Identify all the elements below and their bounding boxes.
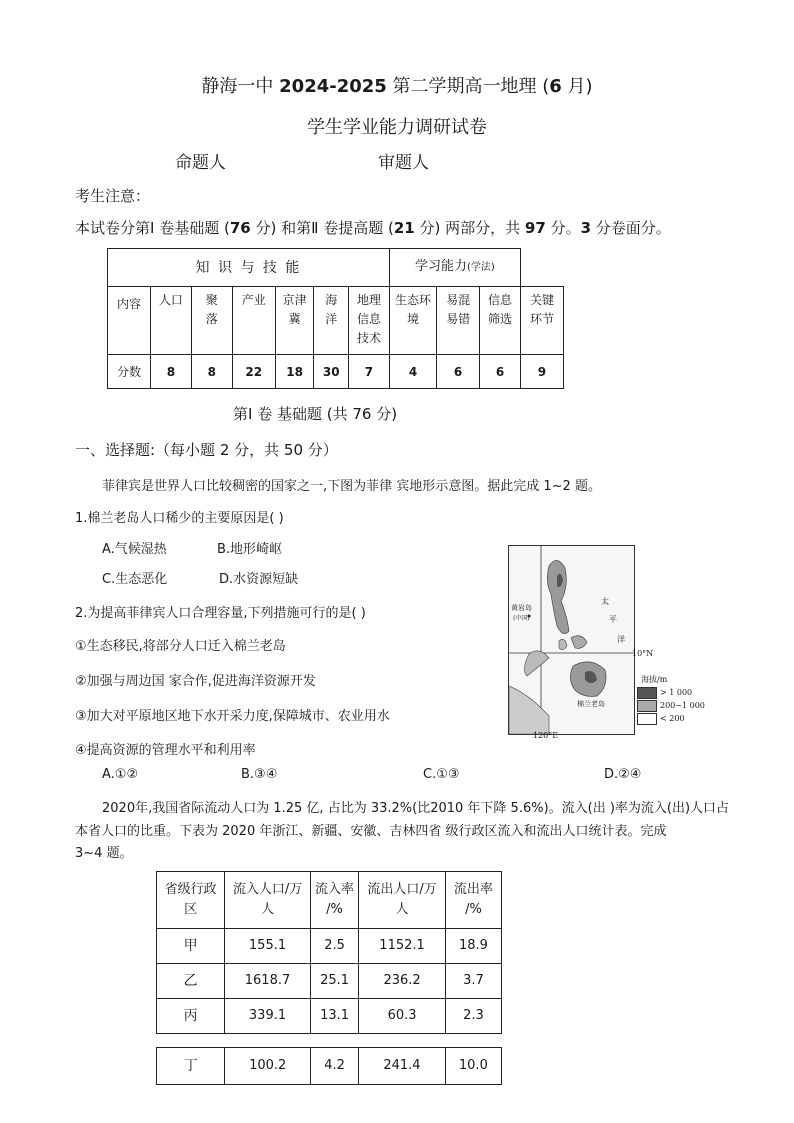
migration-header-line: /%: [326, 902, 343, 917]
migration-cell: 25.1: [310, 964, 358, 999]
migration-cell: 3.7: [445, 964, 501, 999]
content-cell-line: 信息: [356, 312, 381, 326]
visayas-island-1: [571, 636, 587, 649]
score-cell: 8: [191, 355, 232, 389]
content-cell: [314, 287, 349, 355]
reviewer-label: 审题人: [378, 153, 429, 173]
migration-header-line: /%: [465, 902, 482, 917]
migration-header-line: 省级行政: [164, 882, 217, 897]
migration-row: [157, 999, 502, 1034]
q1-stem: 1.棉兰老岛人口稀少的主要原因是( ): [75, 511, 284, 526]
philippines-terrain-map: [508, 545, 635, 735]
content-cell-line: 环节: [529, 312, 554, 326]
exam-subtitle: 学生学业能力调研试卷: [307, 117, 487, 138]
migration-cell: 1152.1: [359, 929, 446, 964]
content-cell: [349, 287, 390, 355]
q2-option-b: B.③④: [241, 767, 278, 782]
part1-title: 一、选择题:（每小题 2 分，共 50 分）: [75, 441, 338, 459]
score-cell: 6: [437, 355, 480, 389]
migration-cell: 236.2: [359, 964, 446, 999]
migration-header-cell: [310, 872, 358, 929]
legend-title: 海拔/m: [641, 675, 668, 684]
migration-cell: 2.5: [310, 929, 358, 964]
migration-header-line: 流入人口/万: [232, 882, 303, 897]
map-legend: [637, 673, 705, 725]
content-cell-line: 地理: [356, 293, 381, 307]
score-cell: 6: [480, 355, 521, 389]
content-cell-line: 技术: [356, 331, 381, 345]
migration-table: [156, 871, 502, 1034]
migration-header-cell: [157, 872, 225, 929]
migration-cell: 丁: [157, 1048, 225, 1085]
notice-text: 本试卷分第Ⅰ 卷基础题 (76 分) 和第Ⅱ 卷提高题 (21 分) 两部分，共 97 分。3 分卷面分。: [75, 219, 671, 237]
content-cell-line: 落: [205, 312, 218, 326]
migration-header-cell: [225, 872, 311, 929]
label-pacific-3: 洋: [617, 635, 625, 644]
intro-q3-4-line2: 本省人口的比重。下表为 2020 年浙江、新疆、安徽、吉林四省 级行政区流入和流出人口统计表。完成: [75, 824, 667, 839]
migration-cell: 13.1: [310, 999, 358, 1034]
migration-cell: 100.2: [225, 1048, 311, 1085]
migration-row: [157, 929, 502, 964]
content-cell: [232, 287, 275, 355]
q2-option-a: A.①②: [102, 767, 139, 782]
content-cell-line: 易混: [446, 293, 471, 307]
content-cell-line: 信息: [487, 293, 512, 307]
palawan-island: [524, 651, 549, 676]
migration-cell: 10.0: [445, 1048, 501, 1085]
notice-label: 考生注意：: [75, 187, 151, 205]
migration-table-extra: [156, 1047, 502, 1085]
author-label: 命题人: [175, 153, 226, 173]
score-cell: 22: [232, 355, 275, 389]
content-cell: [437, 287, 480, 355]
migration-header-line: 区: [184, 902, 198, 917]
migration-cell: 2.3: [445, 999, 501, 1034]
score-cell: 9: [520, 355, 563, 389]
intro-q1-2: 菲律宾是世界人口比较稠密的国家之一,下图为菲律 宾地形示意图。据此完成 1~2 题。: [102, 479, 601, 494]
migration-cell: 241.4: [359, 1048, 446, 1085]
map-label-lat: 10°N: [632, 649, 654, 658]
migration-cell: 60.3: [359, 999, 446, 1034]
content-cell-line: 洋: [325, 312, 338, 326]
q2-stem: 2.为提高菲律宾人口合理容量,下列措施可行的是( ): [75, 606, 366, 621]
content-cell: [389, 287, 436, 355]
map-drawing: [509, 546, 634, 734]
group-ability: 学习能力(学法): [389, 249, 520, 287]
migration-cell: 丙: [157, 999, 225, 1034]
content-cell-line: 冀: [288, 312, 301, 326]
content-cell-line: 关键: [529, 293, 554, 307]
q1-option-c: C.生态恶化: [102, 572, 168, 587]
borneo-coast: [509, 686, 549, 734]
content-cell: [520, 287, 563, 355]
score-cell: 4: [389, 355, 436, 389]
content-cell-line: 境: [407, 312, 420, 326]
map-label-lon: 120°E: [533, 731, 559, 740]
content-cell: [480, 287, 521, 355]
label-pacific-1: 太: [601, 597, 609, 606]
content-cell-line: 产业: [241, 293, 266, 307]
label-huangyan: 黄岩岛: [511, 604, 532, 612]
migration-header-line: 人: [261, 902, 275, 917]
migration-cell: 乙: [157, 964, 225, 999]
section1-title: 第Ⅰ 卷 基础题 (共 76 分): [233, 405, 398, 423]
q2-item-2: ②加强与周边国 家合作,促进海洋资源开发: [75, 674, 316, 689]
legend-item-high: > 1 000: [637, 686, 705, 699]
content-cell-line: 京津: [282, 293, 307, 307]
migration-header-cell: [445, 872, 501, 929]
exam-title: 静海一中 2024-2025 第二学期高一地理 (6 月): [201, 76, 593, 97]
score-table: [107, 248, 564, 389]
migration-header-line: 流入率: [315, 882, 355, 897]
q2-item-4: ④提高资源的管理水平和利用率: [75, 743, 256, 758]
q2-item-3: ③加大对平原地区地下水开采力度,保障城市、农业用水: [75, 709, 390, 724]
score-cell: 30: [314, 355, 349, 389]
migration-cell: 18.9: [445, 929, 501, 964]
migration-cell: 1618.7: [225, 964, 311, 999]
legend-item-low: < 200: [637, 712, 705, 725]
score-cell: 7: [349, 355, 390, 389]
score-cell: 18: [275, 355, 314, 389]
migration-cell: 4.2: [310, 1048, 358, 1085]
migration-row: [157, 964, 502, 999]
q2-item-1: ①生态移民,将部分人口迁入棉兰老岛: [75, 639, 286, 654]
migration-cell: 甲: [157, 929, 225, 964]
content-cell-line: 聚: [205, 293, 218, 307]
content-cell-line: 人口: [158, 293, 183, 307]
label-china: (中国): [513, 615, 530, 622]
q2-option-d: D.②④: [604, 767, 642, 782]
group-knowledge: 知 识 与 技 能: [108, 249, 390, 287]
content-cell: [150, 287, 191, 355]
content-cell-line: 海: [325, 293, 338, 307]
row-label-score: 分数: [108, 355, 151, 389]
migration-header-cell: [359, 872, 446, 929]
content-cell-line: 筛选: [487, 312, 512, 326]
score-cell: 8: [150, 355, 191, 389]
q1-option-d: D.水资源短缺: [219, 572, 299, 587]
migration-cell: 155.1: [225, 929, 311, 964]
label-pacific-2: 平: [609, 615, 617, 624]
content-cell-line: 易错: [446, 312, 471, 326]
luzon-island: [547, 560, 569, 633]
visayas-island-2: [559, 639, 567, 649]
migration-header-line: 流出人口/万: [367, 882, 437, 897]
content-cell: [191, 287, 232, 355]
legend-item-mid: 200~1 000: [637, 699, 705, 712]
migration-cell: 339.1: [225, 999, 311, 1034]
migration-header-line: 流出率: [453, 882, 493, 897]
intro-q3-4-line3: 3~4 题。: [75, 846, 133, 861]
content-cell-line: 生态环: [395, 293, 432, 307]
q1-option-b: B.地形崎岖: [217, 542, 283, 557]
intro-q3-4-line1: 2020年,我国省际流动人口为 1.25 亿, 占比为 33.2%(比2010 年下降 5.6%)。流入(出 )率为流入(出)人口占: [102, 801, 730, 816]
q1-option-a: A.气候湿热: [102, 542, 167, 557]
q2-option-c: C.①③: [423, 767, 460, 782]
label-mindanao: 棉兰老岛: [577, 700, 605, 708]
row-label-content: 内容: [108, 287, 151, 355]
migration-header-line: 人: [395, 902, 409, 917]
content-cell: [275, 287, 314, 355]
